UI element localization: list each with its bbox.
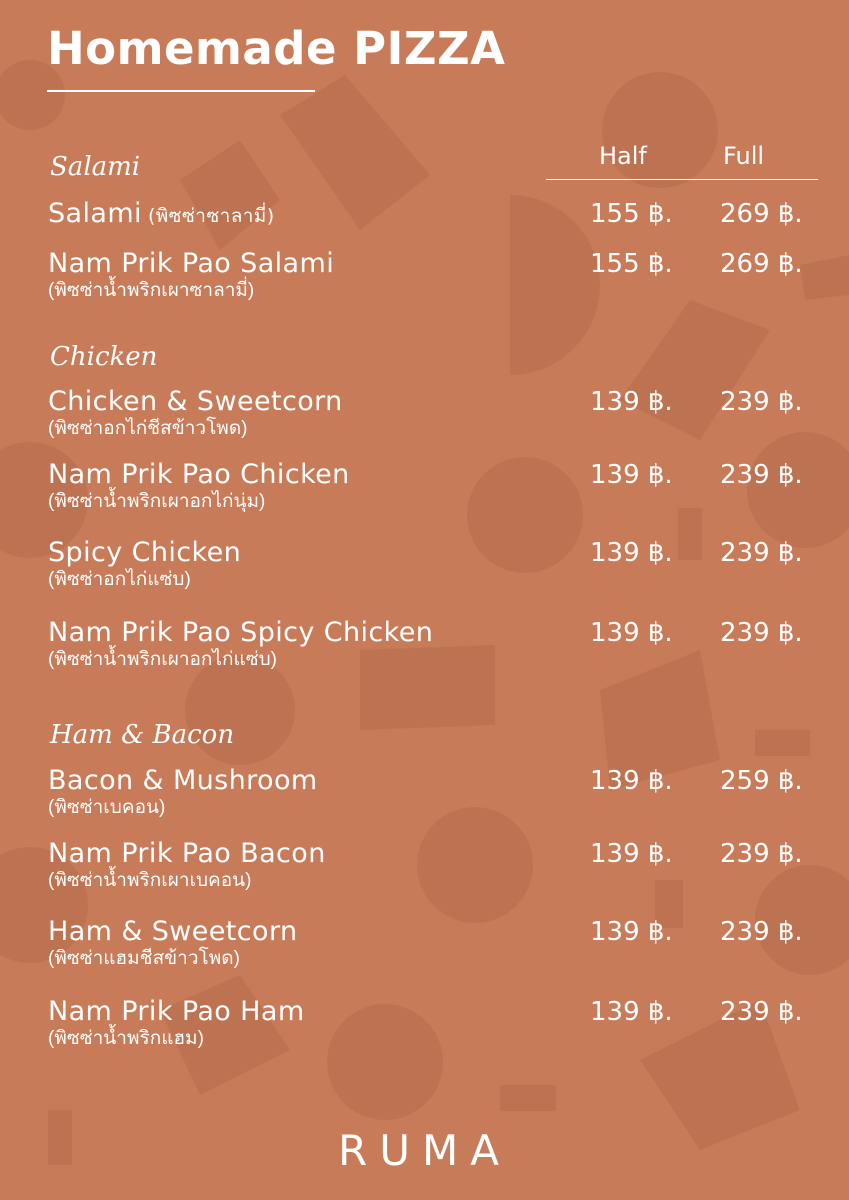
item-thai-name: (พิซซ่าน้ำพริกเผาซาลามี่): [48, 280, 255, 301]
item-name: Nam Prik Pao Salami: [48, 248, 335, 279]
menu-item: [48, 248, 848, 302]
item-thai-name: (พิซซ่าเบคอน): [48, 797, 166, 818]
menu-item: [48, 996, 848, 1050]
item-thai-name: (พิซซ่าอกไก่แซ่บ): [48, 569, 191, 590]
price-full: 269 ฿.: [720, 249, 803, 279]
item-thai-name: (พิซซ่าน้ำพริกแฮม): [48, 1028, 204, 1049]
item-thai-name: (พิซซ่าน้ำพริกเผาอกไก่แซ่บ): [48, 649, 278, 670]
menu-item: [48, 459, 848, 513]
item-thai-name: (พิซซ่าน้ำพริกเผาเบคอน): [48, 870, 252, 891]
menu-item: [48, 617, 848, 671]
section-label-ham-bacon: Ham & Bacon: [50, 720, 235, 750]
column-header-divider: [546, 179, 818, 180]
item-name: Ham & Sweetcorn: [48, 916, 298, 947]
price-half: 139 ฿.: [590, 538, 673, 568]
price-half: 139 ฿.: [590, 766, 673, 796]
price-half: 139 ฿.: [590, 460, 673, 490]
price-half: 139 ฿.: [590, 387, 673, 417]
item-name: Chicken & Sweetcorn: [48, 386, 343, 417]
price-half: 139 ฿.: [590, 917, 673, 947]
price-full: 239 ฿.: [720, 839, 803, 869]
price-full: 239 ฿.: [720, 460, 803, 490]
menu-item: [48, 537, 848, 591]
menu-item: [48, 386, 848, 440]
price-full: 239 ฿.: [720, 917, 803, 947]
price-half: 139 ฿.: [590, 997, 673, 1027]
item-thai-name: (พิซซ่าซาลามี่): [147, 205, 275, 227]
item-name: Nam Prik Pao Spicy Chicken: [48, 617, 434, 648]
price-half: 155 ฿.: [590, 199, 673, 229]
price-half: 139 ฿.: [590, 839, 673, 869]
item-thai-name: (พิซซ่าแฮมชีสข้าวโพด): [48, 948, 240, 969]
price-full: 239 ฿.: [720, 618, 803, 648]
item-name: Nam Prik Pao Chicken: [48, 459, 350, 490]
column-header-full: Full: [723, 142, 765, 170]
menu-item: [48, 198, 848, 232]
price-full: 239 ฿.: [720, 997, 803, 1027]
item-name: Bacon & Mushroom: [48, 765, 318, 796]
item-name: Salami: [48, 198, 142, 229]
price-full: 259 ฿.: [720, 766, 803, 796]
price-half: 155 ฿.: [590, 249, 673, 279]
item-name: Nam Prik Pao Bacon: [48, 838, 326, 869]
item-name: Nam Prik Pao Ham: [48, 996, 305, 1027]
section-label-chicken: Chicken: [50, 342, 158, 372]
brand-logo: RUMA: [338, 1126, 511, 1175]
item-thai-name: (พิซซ่าอกไก่ชีสข้าวโพด): [48, 418, 248, 439]
price-full: 239 ฿.: [720, 387, 803, 417]
section-label-salami: Salami: [50, 152, 141, 182]
title-underline: [47, 90, 315, 92]
menu-item: [48, 765, 848, 819]
menu-item: [48, 838, 848, 892]
price-full: 239 ฿.: [720, 538, 803, 568]
menu-item: [48, 916, 848, 970]
item-thai-name: (พิซซ่าน้ำพริกเผาอกไก่นุ่ม): [48, 491, 266, 512]
item-name: Spicy Chicken: [48, 537, 242, 568]
price-full: 269 ฿.: [720, 199, 803, 229]
price-half: 139 ฿.: [590, 618, 673, 648]
page-title: Homemade PIZZA: [47, 22, 506, 75]
column-header-half: Half: [599, 142, 647, 170]
